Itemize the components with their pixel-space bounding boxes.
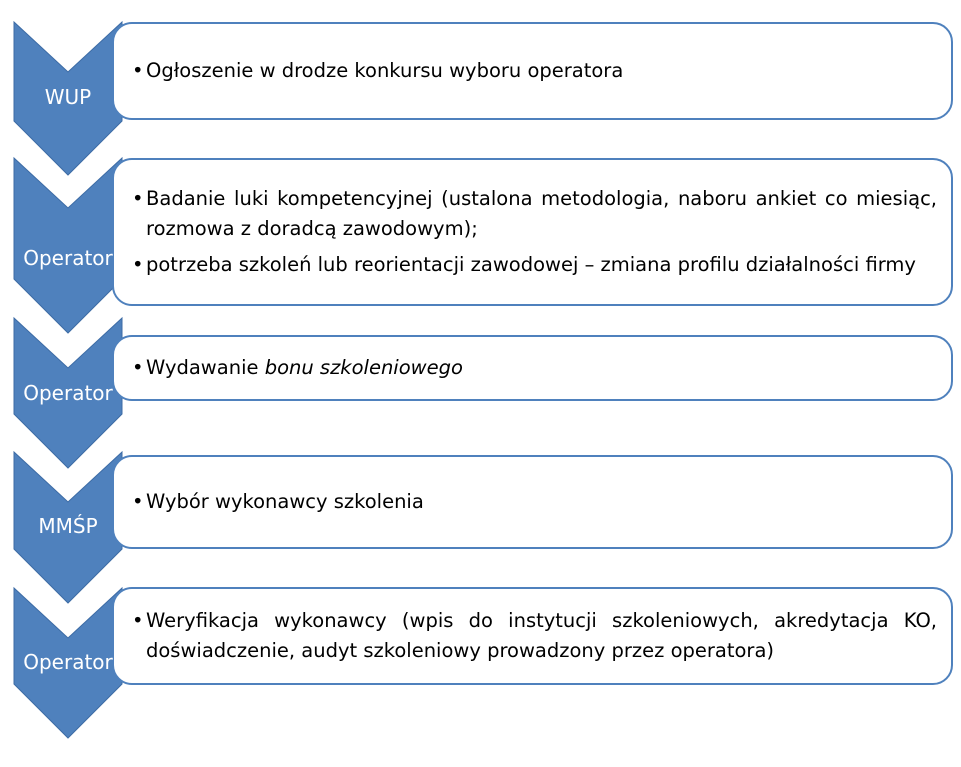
bullet-item — [132, 184, 937, 244]
step-bullet-list — [132, 353, 937, 383]
bullet-icon: • — [132, 187, 144, 210]
bullet-item — [132, 250, 937, 280]
bullet-text: potrzeba szkoleń lub reorientacji zawodowej – zmiana profilu działalności firmy — [146, 253, 916, 276]
actor-label-4: MMŚP — [38, 514, 98, 538]
bullet-item — [132, 56, 937, 86]
step-box-5 — [112, 587, 953, 685]
bullet-text: Ogłoszenie w drodze konkursu wyboru operatora — [146, 59, 624, 82]
step-bullet-list — [132, 487, 937, 517]
step-box-1 — [112, 22, 953, 120]
bullet-item — [132, 606, 937, 666]
actor-label-1: WUP — [44, 85, 92, 109]
step-bullet-list — [132, 56, 937, 86]
bullet-text: Wydawanie — [146, 356, 265, 379]
bullet-text: Wybór wykonawcy szkolenia — [146, 490, 424, 513]
bullet-icon: • — [132, 59, 144, 82]
step-box-4 — [112, 455, 953, 549]
bullet-icon: • — [132, 253, 144, 276]
step-box-3 — [112, 335, 953, 401]
bullet-text: Weryfikacja wykonawcy (wpis do instytucji szkoleniowych, akredytacja KO, doświadczenie, audyt szkoleniowy prowadzony przez operatora) — [146, 609, 937, 662]
actor-label-2: Operator — [23, 246, 113, 270]
step-box-2 — [112, 158, 953, 306]
bullet-icon: • — [132, 356, 144, 379]
bullet-text: Badanie luki kompetencyjnej (ustalona metodologia, naboru ankiet co miesiąc, rozmowa z doradcą zawodowym); — [146, 187, 937, 240]
bullet-item — [132, 487, 937, 517]
bullet-icon: • — [132, 609, 144, 632]
actor-label-3: Operator — [23, 381, 113, 405]
step-bullet-list — [132, 606, 937, 666]
actor-label-5: Operator — [23, 650, 113, 674]
step-bullet-list — [132, 184, 937, 280]
bullet-emphasis-text: bonu szkoleniowego — [264, 356, 463, 379]
bullet-item — [132, 353, 937, 383]
bullet-icon: • — [132, 490, 144, 513]
